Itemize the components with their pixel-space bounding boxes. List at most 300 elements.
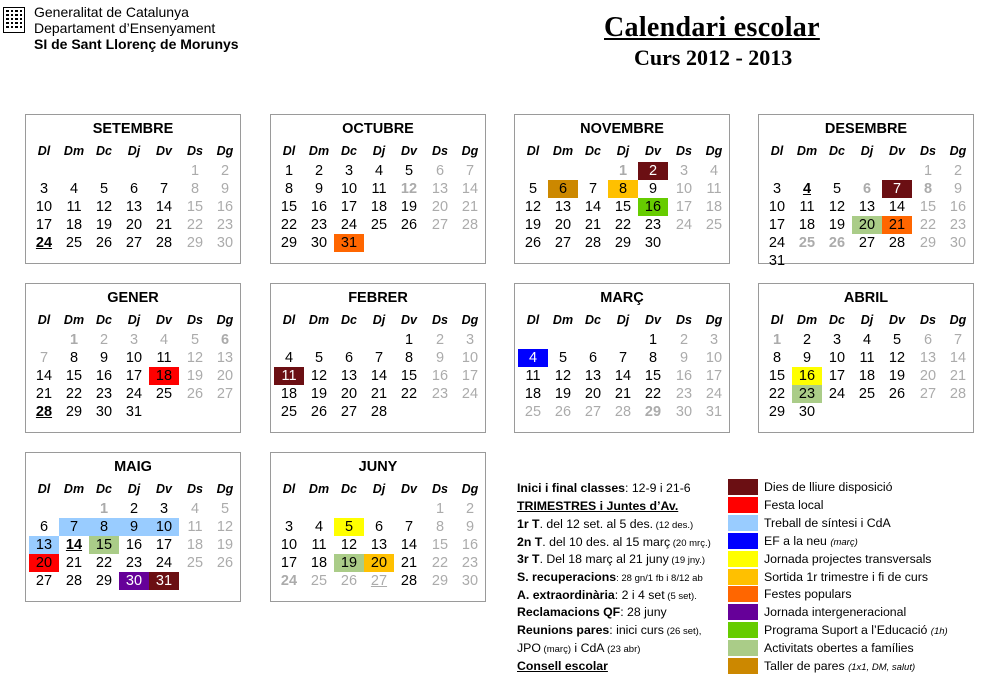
- legend-label: EF a la neu (març): [764, 533, 858, 548]
- day-cell: 24: [125, 386, 143, 402]
- weekday-label: Dl: [282, 313, 296, 327]
- day-cell: 28: [461, 217, 479, 233]
- day-cell: 7: [59, 518, 89, 536]
- weekday-label: Dv: [889, 144, 905, 158]
- weekday-label: Dm: [796, 313, 818, 327]
- org-line-1: Generalitat de Catalunya: [34, 4, 189, 20]
- legend-label: Jornada intergeneracional: [764, 605, 907, 620]
- day-cell: 20: [852, 216, 882, 234]
- day-cell: 27: [216, 386, 234, 402]
- day-cell: 15: [280, 199, 298, 215]
- day-cell: 5: [314, 350, 324, 366]
- month-name: MARÇ: [600, 290, 644, 306]
- day-cell: 26: [524, 235, 542, 251]
- weekday-label: Dm: [63, 482, 85, 496]
- day-cell: 28: [888, 235, 906, 251]
- day-cell: 21: [155, 217, 173, 233]
- day-cell: 19: [310, 386, 328, 402]
- day-cell: 6: [588, 350, 598, 366]
- weekday-label: Dv: [401, 482, 417, 496]
- day-cell: 30: [798, 404, 816, 420]
- legend-item: [728, 568, 928, 586]
- day-cell: 18: [280, 386, 298, 402]
- info-line: JPO (març) i CdA (23 abr): [517, 641, 641, 655]
- day-cell: 14: [400, 537, 418, 553]
- day-cell: 22: [768, 386, 786, 402]
- day-cell: 6: [862, 181, 872, 197]
- day-cell: 25: [155, 386, 173, 402]
- month-setembre: [25, 114, 241, 264]
- info-line: S. recuperacions: 28 gn/1 fb i 8/12 ab: [517, 570, 703, 584]
- day-cell: 26: [828, 235, 846, 251]
- day-cell: 5: [99, 181, 109, 197]
- day-cell: 30: [644, 235, 662, 251]
- day-cell: 30: [216, 235, 234, 251]
- info-line: Reclamacions QF: 28 juny: [517, 605, 667, 619]
- day-cell: 15: [65, 368, 83, 384]
- day-cell: 11: [859, 350, 875, 366]
- day-cell: 21: [614, 386, 632, 402]
- day-cell: 13: [125, 199, 143, 215]
- month-maig: [25, 452, 241, 602]
- info-consell: Consell escolar: [517, 659, 608, 673]
- weekday-label: Dj: [127, 313, 141, 327]
- day-cell: 2: [435, 332, 445, 348]
- day-cell: 24: [768, 235, 786, 251]
- day-cell: 27: [370, 573, 388, 589]
- day-cell: 3: [465, 332, 475, 348]
- day-cell: 24: [828, 386, 846, 402]
- day-cell: 10: [280, 537, 298, 553]
- day-cell: 8: [435, 519, 445, 535]
- day-cell: 18: [186, 537, 204, 553]
- day-cell: 2: [638, 162, 668, 180]
- weekday-label: Ds: [187, 144, 203, 158]
- day-cell: 19: [554, 386, 572, 402]
- org-line-2: Departament d’Ensenyament: [34, 20, 216, 36]
- day-cell: 2: [953, 163, 963, 179]
- day-cell: 19: [334, 554, 364, 572]
- day-cell: 7: [953, 332, 963, 348]
- day-cell: 29: [919, 235, 937, 251]
- legend-swatch: [728, 479, 758, 495]
- day-cell: 14: [461, 181, 479, 197]
- day-cell: 11: [371, 181, 387, 197]
- day-cell: 10: [340, 181, 358, 197]
- month-name: JUNY: [358, 459, 398, 475]
- weekday-label: Dm: [552, 313, 574, 327]
- day-cell: 6: [435, 163, 445, 179]
- day-cell: 22: [431, 555, 449, 571]
- weekday-label: Dl: [770, 144, 784, 158]
- day-cell: 10: [828, 350, 846, 366]
- day-cell: 28: [155, 235, 173, 251]
- weekday-label: Ds: [187, 313, 203, 327]
- day-cell: 21: [461, 199, 479, 215]
- legend-label: Festes populars: [764, 587, 852, 602]
- day-cell: 25: [186, 555, 204, 571]
- day-cell: 21: [584, 217, 602, 233]
- weekday-label: Dl: [526, 144, 540, 158]
- legend-swatch: [728, 586, 758, 602]
- day-cell: 11: [156, 350, 172, 366]
- day-cell: 9: [435, 350, 445, 366]
- day-cell: 16: [638, 198, 668, 216]
- day-cell: 14: [584, 199, 602, 215]
- day-cell: 6: [374, 519, 384, 535]
- day-cell: 31: [149, 572, 179, 590]
- day-cell: 1: [284, 163, 294, 179]
- weekday-label: Ds: [920, 313, 936, 327]
- day-cell: 6: [344, 350, 354, 366]
- day-cell: 12: [554, 368, 572, 384]
- day-cell: 23: [675, 386, 693, 402]
- day-cell: 15: [89, 536, 119, 554]
- legend-label: Activitats obertes a famílies: [764, 641, 914, 656]
- day-cell: 23: [310, 217, 328, 233]
- day-cell: 10: [35, 199, 53, 215]
- day-cell: 25: [524, 404, 542, 420]
- day-cell: 2: [679, 332, 689, 348]
- page-subtitle: Curs 2012 - 2013: [634, 45, 793, 70]
- day-cell: 7: [404, 519, 414, 535]
- day-cell: 1: [99, 501, 109, 517]
- day-cell: 25: [798, 235, 816, 251]
- day-cell: 4: [314, 519, 324, 535]
- day-cell: 13: [584, 368, 602, 384]
- day-cell: 10: [149, 518, 179, 536]
- day-cell: 3: [679, 163, 689, 179]
- weekday-label: Dg: [705, 313, 723, 327]
- day-cell: 17: [828, 368, 846, 384]
- day-cell: 1: [69, 332, 79, 348]
- day-cell: 10: [705, 350, 723, 366]
- day-cell: 5: [892, 332, 902, 348]
- day-cell: 23: [95, 386, 113, 402]
- day-cell: 30: [949, 235, 967, 251]
- month-name: ABRIL: [843, 290, 889, 306]
- month-juny: [270, 452, 486, 602]
- day-cell: 8: [284, 181, 294, 197]
- month-febrer: [270, 283, 486, 433]
- day-cell: 15: [400, 368, 418, 384]
- day-cell: 19: [186, 368, 204, 384]
- day-cell: 17: [768, 217, 786, 233]
- day-cell: 18: [798, 217, 816, 233]
- day-cell: 4: [284, 350, 294, 366]
- day-cell: 29: [186, 235, 204, 251]
- day-cell: 3: [344, 163, 354, 179]
- weekday-label: Dg: [705, 144, 723, 158]
- day-cell: 7: [39, 350, 49, 366]
- day-cell: 2: [220, 163, 230, 179]
- month-desembre: [758, 114, 974, 269]
- day-cell: 25: [705, 217, 723, 233]
- day-cell: 17: [675, 199, 693, 215]
- day-cell: 11: [706, 181, 722, 197]
- day-cell: 29: [644, 404, 662, 420]
- day-cell: 1: [772, 332, 782, 348]
- day-cell: 14: [614, 368, 632, 384]
- day-cell: 1: [435, 501, 445, 517]
- day-cell: 8: [923, 181, 933, 197]
- legend-swatch: [728, 604, 758, 620]
- day-cell: 26: [554, 404, 572, 420]
- month-name: FEBRER: [348, 290, 408, 306]
- day-cell: 11: [187, 519, 203, 535]
- day-cell: 3: [159, 501, 169, 517]
- day-cell: 12: [400, 181, 418, 197]
- day-cell: 31: [334, 234, 364, 252]
- day-cell: 23: [125, 555, 143, 571]
- day-cell: 18: [858, 368, 876, 384]
- legend-item: [728, 621, 948, 639]
- legend-swatch: [728, 515, 758, 531]
- day-cell: 24: [675, 217, 693, 233]
- info-trimestres: TRIMESTRES i Juntes d’Av.: [517, 499, 679, 513]
- day-cell: 8: [190, 181, 200, 197]
- day-cell: 16: [792, 367, 822, 385]
- day-cell: 20: [29, 554, 59, 572]
- day-cell: 24: [705, 386, 723, 402]
- day-cell: 12: [216, 519, 234, 535]
- day-cell: 1: [190, 163, 200, 179]
- day-cell: 2: [802, 332, 812, 348]
- day-cell: 15: [431, 537, 449, 553]
- legend-item: [728, 639, 914, 657]
- month-novembre: [514, 114, 730, 264]
- day-cell: 20: [216, 368, 234, 384]
- weekday-label: Dj: [372, 144, 386, 158]
- legend-swatch: [728, 569, 758, 585]
- day-cell: 15: [614, 199, 632, 215]
- month-name: SETEMBRE: [92, 121, 174, 137]
- weekday-label: Dl: [282, 144, 296, 158]
- day-cell: 19: [95, 217, 113, 233]
- weekday-label: Dl: [770, 313, 784, 327]
- day-cell: 16: [431, 368, 449, 384]
- month-octubre: [270, 114, 486, 264]
- day-cell: 16: [461, 537, 479, 553]
- day-cell: 24: [280, 573, 298, 589]
- day-cell: 12: [310, 368, 328, 384]
- day-cell: 4: [69, 181, 79, 197]
- legend-label: Sortida 1r trimestre i fi de curs: [764, 569, 929, 584]
- legend-item: [728, 478, 893, 496]
- weekday-label: Dg: [461, 313, 479, 327]
- day-cell: 11: [799, 199, 815, 215]
- day-cell: 11: [525, 368, 541, 384]
- day-cell: 19: [216, 537, 234, 553]
- weekday-label: Dj: [372, 313, 386, 327]
- day-cell: 23: [792, 385, 822, 403]
- day-cell: 23: [461, 555, 479, 571]
- weekday-label: Dv: [889, 313, 905, 327]
- day-cell: 3: [772, 181, 782, 197]
- day-cell: 19: [400, 199, 418, 215]
- day-cell: 16: [125, 537, 143, 553]
- day-cell: 14: [35, 368, 53, 384]
- weekday-label: Ds: [920, 144, 936, 158]
- day-cell: 23: [431, 386, 449, 402]
- day-cell: 24: [340, 217, 358, 233]
- day-cell: 9: [99, 350, 109, 366]
- day-cell: 10: [461, 350, 479, 366]
- weekday-label: Dc: [96, 482, 112, 496]
- day-cell: 27: [554, 235, 572, 251]
- day-cell: 5: [528, 181, 538, 197]
- weekday-label: Dg: [216, 144, 234, 158]
- weekday-label: Dj: [616, 144, 630, 158]
- day-cell: 21: [35, 386, 53, 402]
- day-cell: 28: [400, 573, 418, 589]
- day-cell: 25: [858, 386, 876, 402]
- day-cell: 4: [190, 501, 200, 517]
- day-cell: 4: [159, 332, 169, 348]
- weekday-label: Dv: [645, 313, 661, 327]
- weekday-label: Dv: [156, 313, 172, 327]
- day-cell: 8: [648, 350, 658, 366]
- day-cell: 9: [679, 350, 689, 366]
- day-cell: 1: [404, 332, 414, 348]
- day-cell: 13: [340, 368, 358, 384]
- day-cell: 28: [35, 404, 53, 420]
- day-cell: 26: [400, 217, 418, 233]
- day-cell: 22: [614, 217, 632, 233]
- day-cell: 28: [65, 573, 83, 589]
- legend-label: Programa Suport a l’Educació (1h): [764, 623, 948, 638]
- day-cell: 17: [280, 555, 298, 571]
- day-cell: 1: [648, 332, 658, 348]
- info-line: A. extraordinària: 2 i 4 set (5 set).: [517, 588, 697, 602]
- weekday-label: Dc: [341, 313, 357, 327]
- day-cell: 4: [518, 349, 548, 367]
- legend-item: [728, 496, 823, 514]
- day-cell: 21: [882, 216, 912, 234]
- day-cell: 10: [675, 181, 693, 197]
- day-cell: 27: [35, 573, 53, 589]
- weekday-label: Ds: [187, 482, 203, 496]
- day-cell: 7: [159, 181, 169, 197]
- day-cell: 8: [404, 350, 414, 366]
- day-cell: 28: [614, 404, 632, 420]
- day-cell: 18: [149, 367, 179, 385]
- day-cell: 20: [125, 217, 143, 233]
- day-cell: 5: [190, 332, 200, 348]
- day-cell: 8: [608, 180, 638, 198]
- day-cell: 23: [216, 217, 234, 233]
- weekday-label: Dc: [829, 313, 845, 327]
- weekday-label: Dm: [308, 313, 330, 327]
- weekday-label: Dj: [372, 482, 386, 496]
- page-title: Calendari escolar: [604, 12, 820, 43]
- day-cell: 14: [65, 537, 83, 553]
- day-cell: 3: [284, 519, 294, 535]
- legend-item: [728, 532, 858, 550]
- legend-swatch: [728, 640, 758, 656]
- day-cell: 12: [186, 350, 204, 366]
- day-cell: 4: [862, 332, 872, 348]
- day-cell: 2: [314, 163, 324, 179]
- day-cell: 22: [919, 217, 937, 233]
- day-cell: 6: [923, 332, 933, 348]
- weekday-label: Dl: [526, 313, 540, 327]
- weekday-label: Dg: [216, 313, 234, 327]
- day-cell: 13: [858, 199, 876, 215]
- weekday-label: Dj: [127, 144, 141, 158]
- day-cell: 11: [311, 537, 327, 553]
- weekday-label: Dl: [37, 482, 51, 496]
- day-cell: 30: [675, 404, 693, 420]
- weekday-label: Dg: [461, 144, 479, 158]
- day-cell: 4: [709, 163, 719, 179]
- month-gener: [25, 283, 241, 433]
- day-cell: 30: [119, 572, 149, 590]
- day-cell: 26: [340, 573, 358, 589]
- weekday-label: Dl: [282, 482, 296, 496]
- day-cell: 21: [370, 386, 388, 402]
- day-cell: 10: [125, 350, 143, 366]
- day-cell: 26: [310, 404, 328, 420]
- day-cell: 22: [400, 386, 418, 402]
- day-cell: 17: [35, 217, 53, 233]
- day-cell: 3: [129, 332, 139, 348]
- day-cell: 22: [644, 386, 662, 402]
- weekday-label: Dc: [829, 144, 845, 158]
- day-cell: 26: [186, 386, 204, 402]
- month-name: DESEMBRE: [824, 121, 908, 137]
- legend-swatch: [728, 497, 758, 513]
- day-cell: 13: [29, 536, 59, 554]
- day-cell: 25: [280, 404, 298, 420]
- day-cell: 27: [340, 404, 358, 420]
- month-name: NOVEMBRE: [580, 121, 664, 137]
- day-cell: 9: [220, 181, 230, 197]
- day-cell: 29: [614, 235, 632, 251]
- weekday-label: Dm: [63, 313, 85, 327]
- organization: [34, 4, 239, 52]
- day-cell: 1: [923, 163, 933, 179]
- day-cell: 21: [400, 555, 418, 571]
- day-cell: 18: [705, 199, 723, 215]
- day-cell: 15: [768, 368, 786, 384]
- day-cell: 19: [828, 217, 846, 233]
- weekday-label: Dj: [860, 144, 874, 158]
- day-cell: 30: [461, 573, 479, 589]
- day-cell: 31: [125, 404, 143, 420]
- weekday-label: Ds: [432, 144, 448, 158]
- day-cell: 16: [949, 199, 967, 215]
- day-cell: 12: [828, 199, 846, 215]
- weekday-label: Dl: [37, 313, 51, 327]
- legend-swatch: [728, 622, 758, 638]
- weekday-label: Dc: [96, 313, 112, 327]
- day-cell: 14: [949, 350, 967, 366]
- day-cell: 17: [340, 199, 358, 215]
- day-cell: 30: [310, 235, 328, 251]
- info-line: Inici i final classes: 12-9 i 21-6: [517, 481, 691, 495]
- weekday-label: Dm: [308, 482, 330, 496]
- day-cell: 9: [648, 181, 658, 197]
- weekday-label: Dv: [156, 144, 172, 158]
- day-cell: 12: [524, 199, 542, 215]
- day-cell: 9: [119, 518, 149, 536]
- weekday-label: Dc: [96, 144, 112, 158]
- day-cell: 3: [832, 332, 842, 348]
- day-cell: 23: [949, 217, 967, 233]
- weekday-label: Ds: [676, 313, 692, 327]
- day-cell: 15: [919, 199, 937, 215]
